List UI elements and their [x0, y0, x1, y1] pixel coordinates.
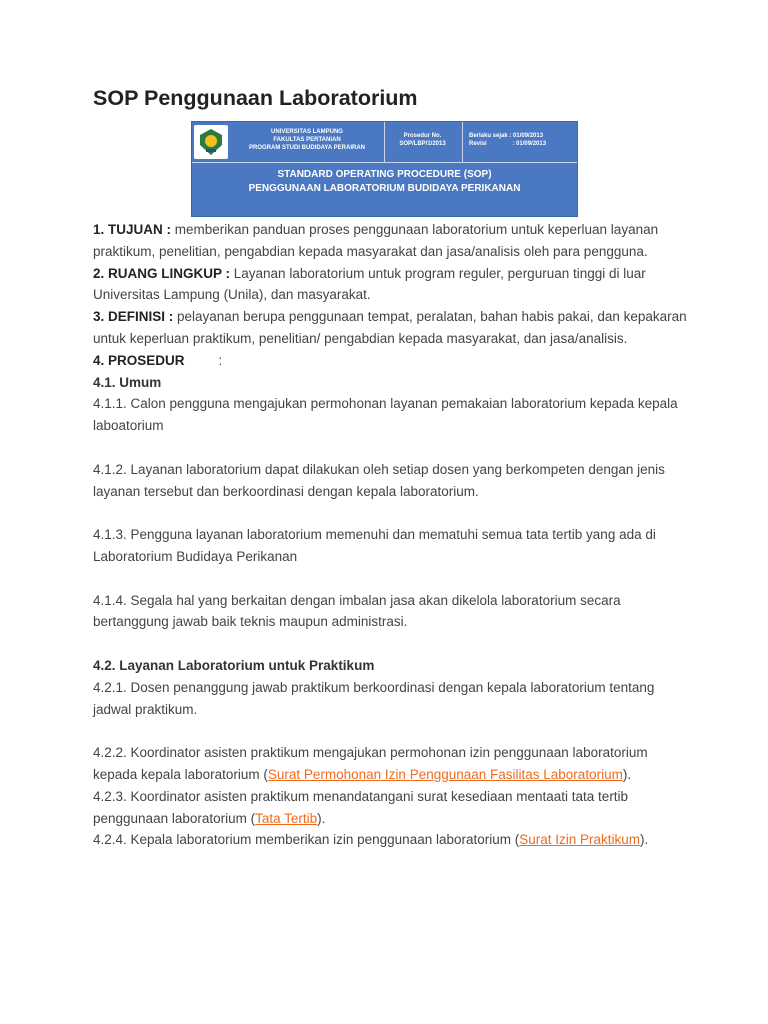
definisi-label: 3. DEFINISI :	[93, 309, 174, 325]
tujuan-label: 1. TUJUAN :	[93, 222, 172, 237]
section-definisi	[93, 306, 693, 350]
definisi-text: pelayanan berupa penggunaan tempat, peralatan, bahan habis pakai, dan kepakaran untuk keperluan praktikum, penelitian/ pengabdian kepada masyarakat, dan jasa/analisis.	[93, 309, 687, 346]
banner-title-line: STANDARD OPERATING PROCEDURE (SOP)	[277, 169, 492, 180]
university-logo	[194, 125, 228, 159]
item-4-2-2-text: 4.2.2. Koordinator asisten praktikum mengajukan permohonan izin penggunaan laboratorium kepada kepala laboratorium (	[93, 745, 648, 782]
banner-dates-cell	[462, 122, 577, 162]
prosedur-label: 4. PROSEDUR	[93, 352, 185, 368]
item-4-1-1: 4.1.1. Calon pengguna mengajukan permohonan layanan pemakaian laboratorium kepada kepala laboatorium	[93, 396, 678, 434]
banner-berlaku-value: : 01/09/2013	[509, 133, 544, 139]
banner-top-row	[192, 122, 577, 163]
surat-permohonan-link[interactable]: Surat Permohonan Izin Penggunaan Fasilitas Laboratorium	[267, 766, 623, 782]
banner-title-line: PENGGUNAAN LABORATORIUM BUDIDAYA PERIKANAN	[248, 183, 521, 194]
praktikum-heading: 4.2. Layanan Laboratorium untuk Praktikum	[93, 657, 375, 673]
item-4-2-2	[93, 742, 693, 786]
banner-prosedur-label: Prosedur No.	[403, 133, 442, 139]
banner-title	[192, 168, 577, 196]
item-4-2-4-text: 4.2.4. Kepala laboratorium memberikan izin penggunaan laboratorium (	[93, 832, 520, 848]
banner-university-cell	[232, 122, 382, 162]
umum-heading: 4.1. Umum	[93, 374, 162, 390]
item-4-2-4-close: ).	[640, 832, 649, 848]
banner-prosedur-no: SOP/LBP/1/2013	[399, 141, 446, 147]
banner-univ-line: FAKULTAS PERTANIAN	[273, 137, 341, 143]
sop-header-image	[191, 121, 578, 217]
item-4-1-4: 4.1.4. Segala hal yang berkaitan dengan imbalan jasa akan dikelola laboratorium secara bertanggung jawab baik teknis maupun administrasi.	[93, 592, 621, 630]
banner-univ-line: PROGRAM STUDI BUDIDAYA PERAIRAN	[248, 145, 365, 151]
section-prosedur	[93, 350, 693, 372]
section-ruang-lingkup	[93, 263, 693, 307]
item-4-2-3	[93, 786, 693, 830]
item-4-2-4	[93, 829, 693, 851]
item-4-2-3-text: 4.2.3. Koordinator asisten praktikum menandatangani surat kesediaan mentaati tata tertib penggunaan laboratorium (	[93, 788, 629, 826]
item-4-2-3-close: ).	[317, 810, 326, 826]
document-body	[93, 219, 693, 851]
item-4-1-2: 4.1.2. Layanan laboratorium dapat dilakukan oleh setiap dosen yang berkompeten dengan jenis layanan tersebut dan berkoordinasi dengan kepala laboratorium.	[93, 461, 665, 499]
banner-revisi-value: : 01/09/2013	[512, 141, 547, 147]
banner-prosedur-cell	[384, 122, 460, 162]
tujuan-text: memberikan panduan proses penggunaan laboratorium untuk keperluan layanan praktikum, penelitian, pengabdian kepada masyarakat dan jasa/analisis oleh para pengguna.	[93, 222, 659, 259]
ruang-lingkup-text: Layanan laboratorium untuk program reguler, perguruan tinggi di luar Universitas Lampung (Unila), dan masyarakat.	[93, 265, 646, 303]
logo-emblem-icon	[194, 125, 228, 159]
banner-berlaku-label: Berlaku sejak	[469, 133, 508, 139]
prosedur-colon: :	[218, 352, 223, 368]
ruang-lingkup-label: 2. RUANG LINGKUP :	[93, 265, 231, 281]
banner-revisi-label: Revisi	[469, 141, 487, 147]
item-4-1-3: 4.1.3. Pengguna layanan laboratorium memenuhi dan mematuhi semua tata tertib yang ada di Laboratorium Budidaya Perikanan	[93, 527, 656, 564]
banner-univ-line: UNIVERSITAS LAMPUNG	[271, 129, 343, 135]
surat-izin-praktikum-link[interactable]: Surat Izin Praktikum	[519, 832, 641, 848]
section-tujuan	[93, 219, 693, 263]
item-4-2-1: 4.2.1. Dosen penanggung jawab praktikum berkoordinasi dengan kepala laboratorium tentang jadwal praktikum.	[93, 679, 655, 717]
item-4-2-2-close: ).	[622, 766, 632, 782]
tata-tertib-link[interactable]: Tata Tertib	[255, 810, 318, 826]
page-title: SOP Penggunaan Laboratorium	[93, 86, 418, 110]
